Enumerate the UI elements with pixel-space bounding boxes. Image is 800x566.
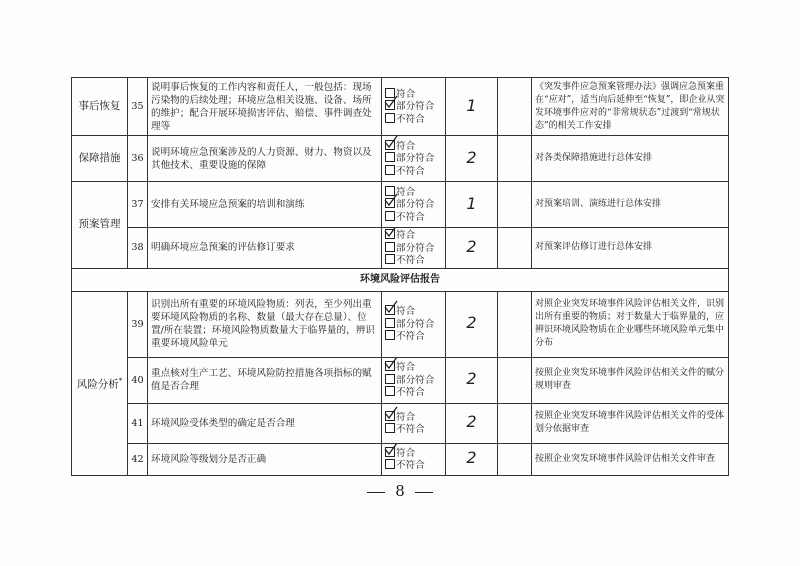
item-number: 35 <box>131 101 144 112</box>
category-cell <box>72 136 128 182</box>
handwritten-score: 2 <box>466 147 477 167</box>
requirement-text: 安排有关环境应急预案的培训和演练 <box>151 199 305 210</box>
review-table <box>71 77 729 476</box>
option-label: 符合 <box>396 88 416 100</box>
item-number: 42 <box>131 453 144 465</box>
option-label: 符合 <box>396 140 416 152</box>
option-1 <box>385 305 442 318</box>
requirement-text: 重点核对生产工艺、环境风险防控措施各项指标的赋值是否合理 <box>151 368 372 392</box>
score-cell <box>446 182 498 228</box>
option-label: 部分符合 <box>396 242 435 254</box>
options-cell <box>382 443 446 475</box>
note-cell <box>532 78 729 136</box>
category-cell <box>72 291 128 475</box>
checkbox <box>385 318 395 328</box>
option-1 <box>385 229 442 242</box>
option-2 <box>385 100 442 113</box>
note-cell <box>532 443 729 475</box>
option-2 <box>385 423 442 436</box>
checkbox <box>385 254 395 264</box>
item-number: 37 <box>131 199 144 210</box>
option-1 <box>385 361 442 374</box>
requirement-text: 说明事后恢复的工作内容和责任人，一般包括：现场污染物的后续处理；环境应急相关设施、设备、场所的维护；配合开展环境损害评估、赔偿、事件调查处理等 <box>151 81 372 132</box>
page-footer <box>0 482 800 500</box>
check-mark-icon <box>384 300 398 314</box>
handwritten-score: 2 <box>466 369 477 388</box>
item-number-cell <box>128 403 148 443</box>
option-label: 不符合 <box>396 387 425 399</box>
item-number: 40 <box>131 374 144 386</box>
option-2 <box>385 318 442 331</box>
option-label: 符合 <box>396 362 416 374</box>
category-mark: * <box>118 376 123 385</box>
option-label: 部分符合 <box>396 199 435 211</box>
check-mark-icon <box>384 357 398 370</box>
option-2 <box>385 242 442 255</box>
requirement-text: 明确环境应急预案的评估修订要求 <box>151 242 295 254</box>
option-label: 部分符合 <box>396 153 435 165</box>
option-label: 不符合 <box>396 113 425 125</box>
empty-cell <box>498 136 532 182</box>
requirement-text: 说明环境应急预案涉及的人力资源、财力、物资以及其他技术、重要设施的保障 <box>151 146 372 171</box>
empty-cell <box>498 403 532 443</box>
empty-cell <box>498 357 532 403</box>
requirement-cell <box>148 443 382 475</box>
option-1 <box>385 411 442 424</box>
checkbox <box>385 211 395 221</box>
score-cell <box>446 357 498 403</box>
option-label: 不符合 <box>396 211 425 223</box>
category-label: 事后恢复 <box>78 100 121 112</box>
item-number-cell <box>128 78 148 136</box>
requirement-text: 识别出所有重要的环境风险物质：列表，至少列出重要环境风险物质的名称、数量（最大存在总量）、位置/所在装置；环境风险物质数量大于临界量的，辨识重要环境风险单元 <box>151 299 375 349</box>
handwritten-score: 1 <box>466 193 477 213</box>
check-mark-icon <box>384 443 398 456</box>
requirement-cell <box>148 228 382 269</box>
note-text: 对预案评估修订进行总体安排 <box>535 242 653 253</box>
checkbox <box>385 330 395 340</box>
empty-cell <box>498 228 532 269</box>
option-label: 不符合 <box>396 255 425 266</box>
table-row <box>72 357 729 403</box>
empty-cell <box>498 78 532 136</box>
note-text: 按照企业突发环境事件风险评估相关文件的受体划分依据审查 <box>535 411 725 434</box>
table-row <box>72 443 729 475</box>
requirement-cell <box>148 182 382 228</box>
requirement-cell <box>148 78 382 136</box>
score-cell <box>446 78 498 136</box>
section-title: 环境风险评估报告 <box>360 274 440 285</box>
options-cell <box>382 78 446 136</box>
item-number: 39 <box>131 318 144 330</box>
note-cell <box>532 228 729 269</box>
options-cell <box>382 357 446 403</box>
category-label: 预案管理 <box>78 218 121 231</box>
option-label: 不符合 <box>396 460 425 471</box>
handwritten-score: 2 <box>466 448 477 467</box>
footer-dash-left <box>367 492 385 493</box>
option-label: 不符合 <box>396 331 425 343</box>
option-label: 部分符合 <box>396 101 435 113</box>
handwritten-score: 2 <box>466 236 477 256</box>
option-3 <box>385 386 442 399</box>
checkbox <box>385 459 395 469</box>
option-3 <box>385 113 442 126</box>
option-2 <box>385 152 442 165</box>
note-cell <box>532 182 729 228</box>
options-cell <box>382 228 446 269</box>
option-1 <box>385 447 442 460</box>
category-label: 风险分析 <box>76 378 119 391</box>
category-cell <box>72 78 128 136</box>
category-label: 保障措施 <box>78 152 121 164</box>
checkbox <box>385 423 395 433</box>
requirement-cell <box>148 291 382 357</box>
item-number-cell <box>128 228 148 269</box>
score-cell <box>446 228 498 269</box>
checkbox <box>385 165 395 175</box>
options-cell <box>382 403 446 443</box>
item-number-cell <box>128 291 148 357</box>
note-text: 对预案培训、演练进行总体安排 <box>535 199 662 209</box>
note-text: 对照企业突发环境事件风险评估相关文件，识别出所有重要的物质；对于数量大于临界量的，应辨识环境风险物质在企业哪些环境风险单元集中分布 <box>535 299 725 348</box>
footer-dash-right <box>415 492 433 493</box>
check-mark-icon <box>384 228 398 239</box>
item-number: 36 <box>131 153 144 164</box>
item-number-cell <box>128 443 148 475</box>
option-3 <box>385 254 442 267</box>
option-label: 不符合 <box>396 424 425 435</box>
option-2 <box>385 374 442 387</box>
option-3 <box>385 211 442 224</box>
option-label: 部分符合 <box>396 374 435 386</box>
score-cell <box>446 443 498 475</box>
option-3 <box>385 165 442 178</box>
checkbox <box>385 152 395 162</box>
item-number: 38 <box>131 242 144 254</box>
score-cell <box>446 136 498 182</box>
option-label: 不符合 <box>396 165 425 177</box>
handwritten-score: 2 <box>466 412 477 431</box>
table-row <box>72 291 729 357</box>
option-3 <box>385 330 442 343</box>
score-cell <box>446 291 498 357</box>
section-title-cell <box>72 268 729 291</box>
empty-cell <box>498 291 532 357</box>
table-row <box>72 403 729 443</box>
option-label: 符合 <box>396 186 416 198</box>
table-row <box>72 136 729 182</box>
checkbox <box>385 374 395 384</box>
requirement-cell <box>148 357 382 403</box>
handwritten-score: 2 <box>466 313 477 332</box>
option-2 <box>385 459 442 472</box>
option-1 <box>385 140 442 153</box>
requirement-cell <box>148 136 382 182</box>
option-2 <box>385 198 442 211</box>
options-cell <box>382 291 446 357</box>
requirement-text: 环境风险等级划分是否正确 <box>151 453 267 465</box>
option-label: 符合 <box>396 306 416 318</box>
table-row <box>72 182 729 228</box>
table-row <box>72 78 729 136</box>
empty-cell <box>498 443 532 475</box>
item-number: 41 <box>131 417 144 429</box>
note-text: 按照企业突发环境事件风险评估相关文件审查 <box>535 453 716 464</box>
options-cell <box>382 136 446 182</box>
category-cell <box>72 182 128 269</box>
item-number-cell <box>128 136 148 182</box>
requirement-cell <box>148 403 382 443</box>
check-mark-icon <box>384 406 398 420</box>
option-label: 符合 <box>396 447 416 459</box>
checkbox <box>385 113 395 123</box>
check-mark-icon <box>384 136 398 149</box>
note-text: 按照企业突发环境事件风险评估相关文件的赋分规则审查 <box>535 368 725 391</box>
section-header-row <box>72 268 729 291</box>
empty-cell <box>498 182 532 228</box>
note-cell <box>532 291 729 357</box>
checkbox <box>385 386 395 396</box>
handwritten-score: 1 <box>466 95 477 115</box>
note-text: 《突发事件应急预案管理办法》强调应急预案重在“应对”，适当向后延伸至“恢复”，即企业从突发环境事件应对的“非常规状态”过渡到“常规状态”的相关工作安排 <box>535 81 725 131</box>
option-label: 部分符合 <box>396 318 435 330</box>
page-number: 8 <box>395 482 405 500</box>
score-cell <box>446 403 498 443</box>
item-number-cell <box>128 182 148 228</box>
item-number-cell <box>128 357 148 403</box>
checkbox <box>385 242 395 252</box>
note-cell <box>532 403 729 443</box>
requirement-text: 环境风险受体类型的确定是否合理 <box>151 417 295 429</box>
table-row <box>72 228 729 269</box>
check-mark-icon <box>384 95 398 109</box>
check-mark-icon <box>384 193 398 207</box>
option-label: 符合 <box>396 230 416 241</box>
note-cell <box>532 136 729 182</box>
options-cell <box>382 182 446 228</box>
option-label: 符合 <box>396 411 416 423</box>
note-cell <box>532 357 729 403</box>
note-text: 对各类保障措施进行总体安排 <box>535 153 653 163</box>
